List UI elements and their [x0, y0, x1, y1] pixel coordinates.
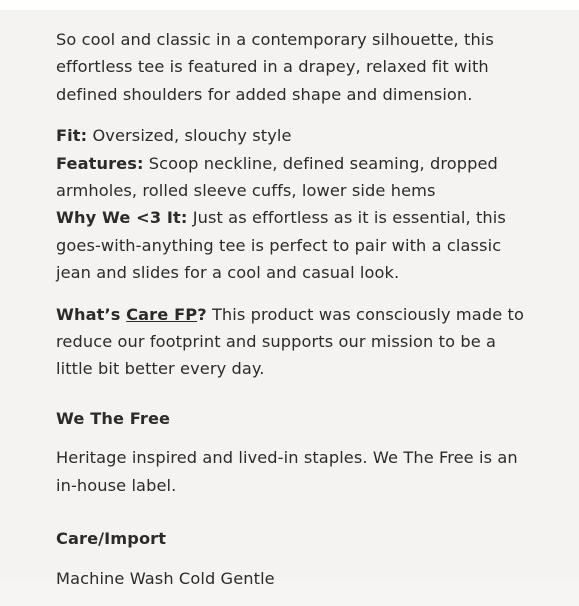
- product-details-panel: [0, 10, 579, 588]
- details-block: [56, 122, 536, 286]
- care-fp-link[interactable]: Care FP: [126, 304, 198, 324]
- top-strip: [0, 0, 579, 10]
- care-text: Machine Wash Cold Gentle: [56, 568, 275, 588]
- why-text: Just as effortless as it is essential, this goes-with-anything tee is perfect to pair with a classic jean and slides for a cool and casual look.: [56, 208, 506, 283]
- fit-line: [56, 122, 536, 149]
- care-fp-text: This product was consciously made to reduce our footprint and supports our mission to be a little bit better every day.: [56, 304, 524, 379]
- care-heading: Care/Import: [56, 529, 167, 549]
- why-label: Why We <3 It:: [56, 208, 188, 228]
- fit-label: Fit:: [56, 126, 88, 146]
- features-line: [56, 150, 536, 205]
- brand-heading: We The Free: [56, 408, 171, 428]
- fit-text: Oversized, slouchy style: [87, 126, 292, 146]
- care-fp-paragraph: [56, 301, 536, 383]
- product-description: [56, 26, 536, 606]
- care-fp-prefix: What’s: [56, 304, 127, 324]
- brand-text: Heritage inspired and lived-in staples. We The Free is an in-house label.: [56, 448, 518, 495]
- why-line: [56, 204, 536, 286]
- features-label: Features:: [56, 153, 144, 173]
- features-text: Scoop neckline, defined seaming, dropped armholes, rolled sleeve cuffs, lower side hems: [56, 153, 498, 201]
- care-fp-question-mark: ?: [197, 304, 207, 324]
- intro-paragraph: So cool and classic in a contemporary silhouette, this effortless tee is featured in a drapey, relaxed fit with defined shoulders for added shape and dimension.: [56, 30, 494, 104]
